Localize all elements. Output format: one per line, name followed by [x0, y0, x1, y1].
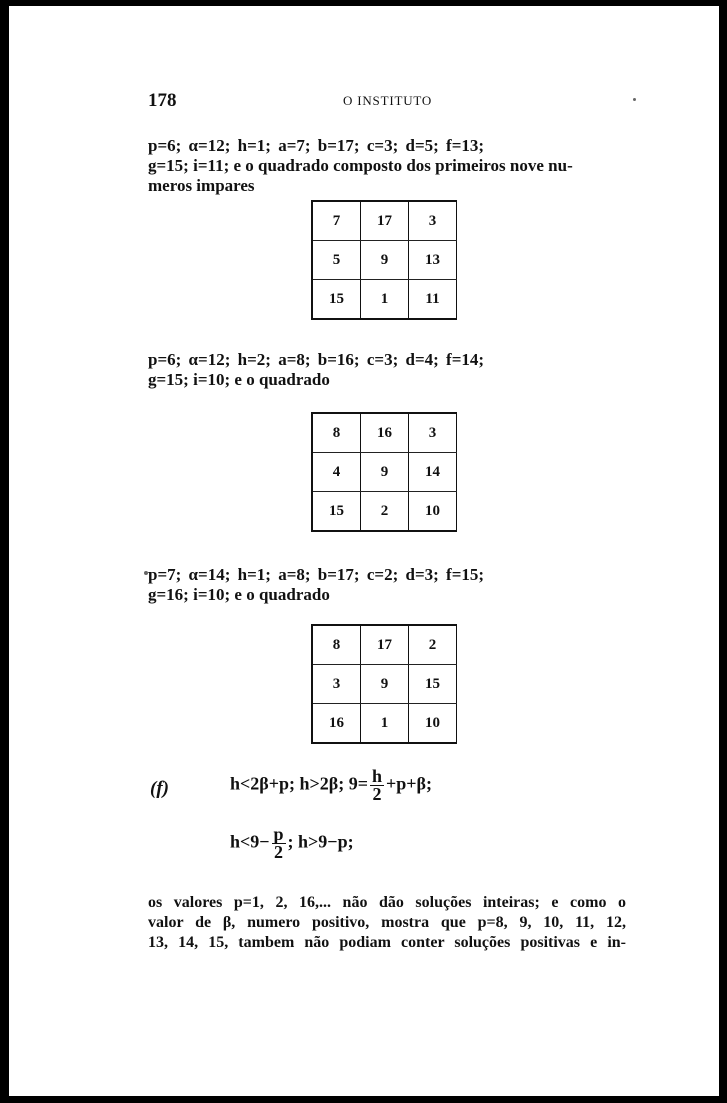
table-cell: 15	[312, 492, 361, 532]
equation-block-2	[148, 350, 624, 390]
equation-block-1	[148, 136, 624, 196]
formula-text: ; h>9−p;	[287, 831, 354, 852]
fraction-denominator: 2	[372, 784, 382, 804]
table-row	[312, 492, 457, 532]
table-row	[312, 453, 457, 492]
table-cell: 16	[312, 704, 361, 744]
table-row	[312, 665, 457, 704]
table-row	[312, 704, 457, 744]
equation-line: p=6; α=12; h=2; a=8; b=16; c=3; d=4; f=14;	[148, 350, 485, 369]
fraction-numerator: h	[372, 766, 383, 786]
table-cell: 16	[361, 413, 409, 453]
fraction	[272, 826, 286, 861]
equation-block-3	[148, 565, 624, 605]
table-cell: 5	[312, 241, 361, 280]
table-cell: 9	[361, 241, 409, 280]
table-row	[312, 413, 457, 453]
table-cell: 3	[409, 201, 457, 241]
equation-line: g=15; i=10; e o quadrado	[148, 370, 330, 389]
formula-text: h<2β+p; h>2β; 9=	[230, 773, 369, 794]
equation-line: p=6; α=12; h=1; a=7; b=17; c=3; d=5; f=13;	[148, 136, 485, 155]
table-cell: 17	[361, 625, 409, 665]
table-cell: 10	[409, 492, 457, 532]
table-cell: 15	[409, 665, 457, 704]
equation-line: g=15; i=11; e o quadrado composto dos primeiros nove nu-	[148, 156, 573, 175]
page-header	[148, 90, 622, 114]
table-cell: 14	[409, 453, 457, 492]
formula-2	[230, 826, 354, 861]
table-row	[312, 201, 457, 241]
magic-square-1	[311, 200, 457, 320]
table-cell: 1	[361, 704, 409, 744]
table-cell: 4	[312, 453, 361, 492]
table-cell: 15	[312, 280, 361, 320]
formula-text: h<9−	[230, 831, 270, 852]
table-cell: 9	[361, 453, 409, 492]
table-row	[312, 241, 457, 280]
paragraph-line: valor de β, numero positivo, mostra que p=8, 9, 10, 11, 12,	[148, 914, 626, 931]
ink-speck	[144, 571, 148, 575]
formula-text: +p+β;	[386, 773, 433, 794]
table-cell: 2	[361, 492, 409, 532]
table-cell: 3	[409, 413, 457, 453]
table-cell: 11	[409, 280, 457, 320]
table-cell: 17	[361, 201, 409, 241]
table-row	[312, 625, 457, 665]
table-cell: 1	[361, 280, 409, 320]
table-cell: 2	[409, 625, 457, 665]
equation-line: g=16; i=10; e o quadrado	[148, 585, 330, 604]
table-cell: 7	[312, 201, 361, 241]
table-cell: 8	[312, 625, 361, 665]
fraction-numerator: p	[273, 824, 284, 844]
body-paragraph	[148, 893, 626, 953]
section-label: (f)	[150, 778, 169, 799]
magic-square-3	[311, 624, 457, 744]
equation-line: meros impares	[148, 176, 255, 195]
equation-line: p=7; α=14; h=1; a=8; b=17; c=2; d=3; f=15;	[148, 565, 485, 584]
formula-1	[230, 768, 432, 803]
fraction-denominator: 2	[274, 842, 284, 862]
running-title: O INSTITUTO	[343, 93, 433, 108]
table-cell: 8	[312, 413, 361, 453]
table-cell: 3	[312, 665, 361, 704]
magic-square-2	[311, 412, 457, 532]
table-row	[312, 280, 457, 320]
table-cell: 10	[409, 704, 457, 744]
page-number: 178	[148, 90, 177, 111]
paragraph-line: os valores p=1, 2, 16,... não dão soluções inteiras; e como o	[148, 894, 626, 911]
table-cell: 9	[361, 665, 409, 704]
paragraph-line: 13, 14, 15, tambem não podiam conter soluções positivas e in-	[148, 934, 626, 951]
ink-speck	[633, 98, 636, 101]
fraction	[370, 768, 384, 803]
table-cell: 13	[409, 241, 457, 280]
